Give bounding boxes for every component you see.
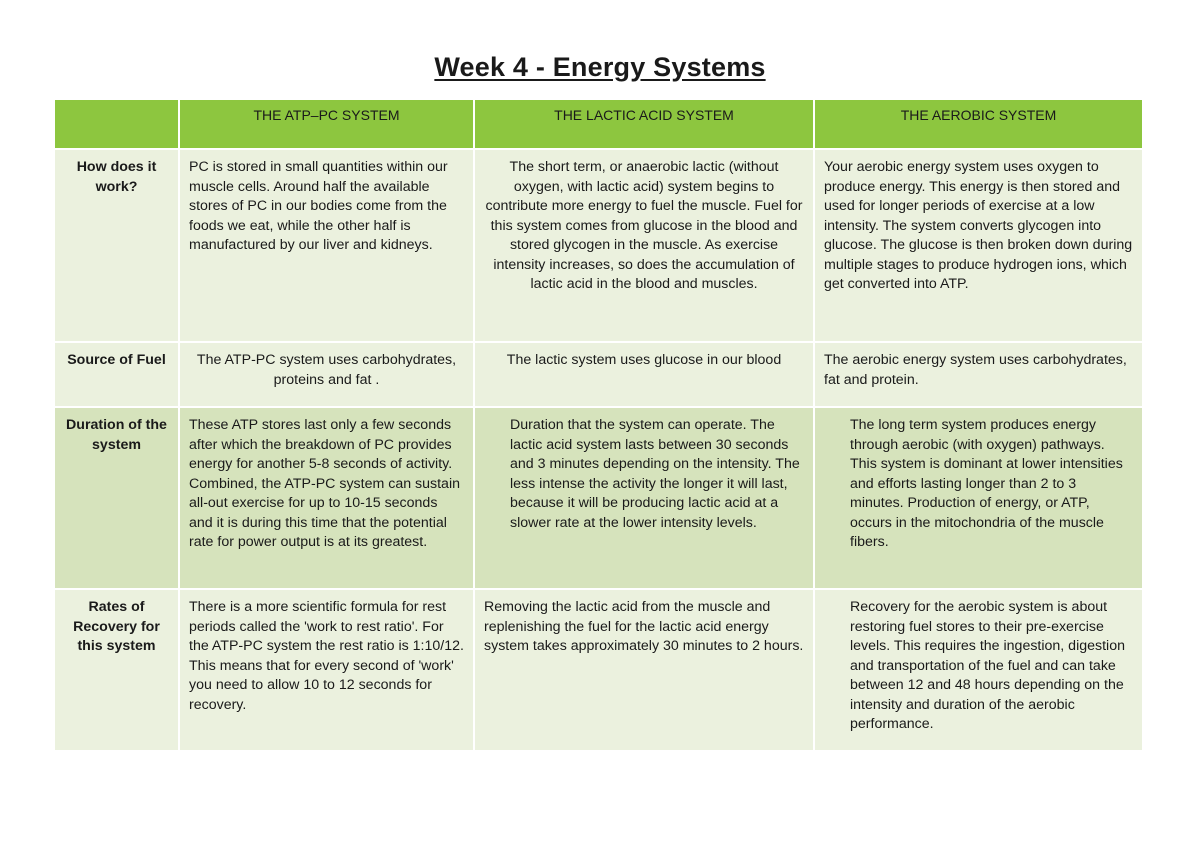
energy-systems-table <box>53 98 1144 752</box>
table-header-row <box>54 99 1143 149</box>
row-label: Source of Fuel <box>54 342 179 407</box>
table-cell: The lactic system uses glucose in our blood <box>474 342 814 407</box>
page-title: Week 4 - Energy Systems <box>434 52 766 82</box>
table-cell: Recovery for the aerobic system is about restoring fuel stores to their pre-exercise levels. This requires the ingestion, digestion and transportation of the fuel and can take between 12 and 48 hours depending on the intensity and duration of the aerobic performance. <box>814 589 1143 751</box>
table-cell: Duration that the system can operate. The lactic acid system lasts between 30 seconds and 3 minutes depending on the intensity. The less intense the activity the longer it will last, because it will be producing lactic acid at a slower rate at the lower intensity levels. <box>474 407 814 589</box>
header-corner-cell <box>54 99 179 149</box>
header-lactic-acid: THE LACTIC ACID SYSTEM <box>474 99 814 149</box>
table-cell: The ATP-PC system uses carbohydrates, proteins and fat . <box>179 342 474 407</box>
header-aerobic: THE AEROBIC SYSTEM <box>814 99 1143 149</box>
table-cell: Your aerobic energy system uses oxygen to produce energy. This energy is then stored and used for longer periods of exercise at a low intensity. The system converts glycogen into glucose. The glucose is then broken down during multiple stages to produce hydrogen ions, which get converted into ATP. <box>814 149 1143 342</box>
table-row-duration <box>54 407 1143 589</box>
table-row-source-of-fuel <box>54 342 1143 407</box>
row-label: How does it work? <box>54 149 179 342</box>
table-cell: Removing the lactic acid from the muscle and replenishing the fuel for the lactic acid energy system takes approximately 30 minutes to 2 hours. <box>474 589 814 751</box>
header-atp-pc: THE ATP–PC SYSTEM <box>179 99 474 149</box>
row-label: Duration of the system <box>54 407 179 589</box>
row-label: Rates of Recovery for this system <box>54 589 179 751</box>
table-cell: There is a more scientific formula for rest periods called the 'work to rest ratio'. For the ATP-PC system the rest ratio is 1:10/12. This means that for every second of 'work' you need to allow 10 to 12 seconds for recovery. <box>179 589 474 751</box>
table-cell: PC is stored in small quantities within our muscle cells. Around half the available stores of PC in our bodies come from the foods we eat, while the other half is manufactured by our liver and kidneys. <box>179 149 474 342</box>
table-cell: The aerobic energy system uses carbohydrates, fat and protein. <box>814 342 1143 407</box>
table-cell: The long term system produces energy through aerobic (with oxygen) pathways. This system is dominant at lower intensities and efforts lasting longer than 2 to 3 minutes. Production of energy, or ATP, occurs in the mitochondria of the muscle fibers. <box>814 407 1143 589</box>
table-row-recovery <box>54 589 1143 751</box>
table-row-how-it-works <box>54 149 1143 342</box>
table-cell: These ATP stores last only a few seconds after which the breakdown of PC provides energy for another 5-8 seconds of activity. Combined, the ATP-PC system can sustain all-out exercise for up to 10-15 seconds and it is during this time that the potential rate for power output is at its greatest. <box>179 407 474 589</box>
table-cell: The short term, or anaerobic lactic (without oxygen, with lactic acid) system begins to contribute more energy to fuel the muscle. Fuel for this system comes from glucose in the blood and stored glycogen in the muscle. As exercise intensity increases, so does the accumulation of lactic acid in the blood and muscles. <box>474 149 814 342</box>
